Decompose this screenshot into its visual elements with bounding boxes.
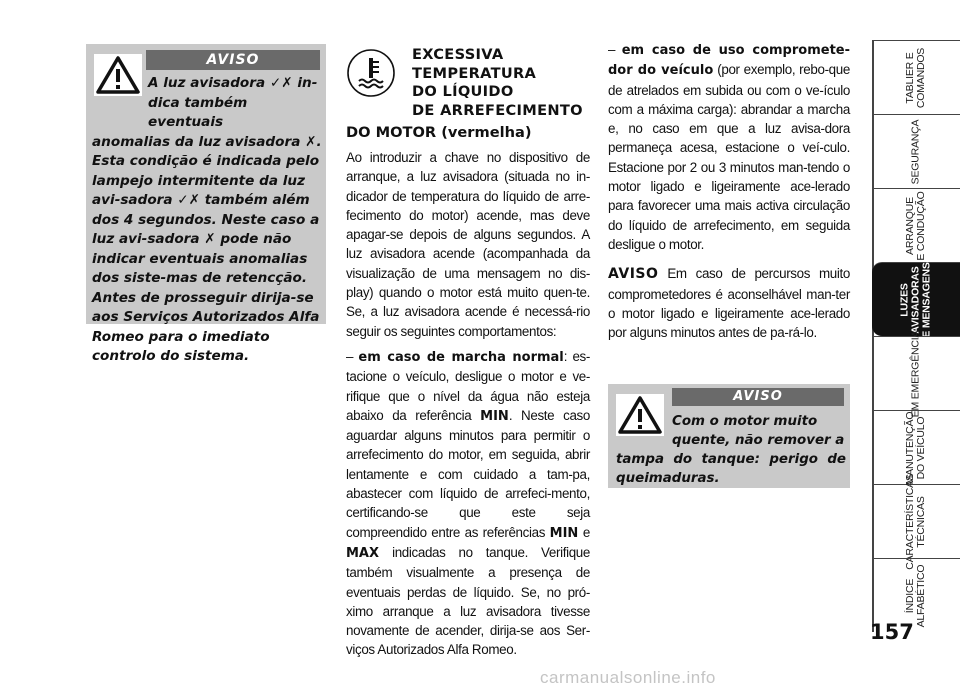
tab-arranque-conducao[interactable] (872, 188, 960, 262)
tab-label: LUZES AVISADORAS E MENSAGENS (898, 261, 933, 338)
normal-driving-paragraph (346, 347, 590, 660)
warning-box-right (608, 384, 850, 488)
warning-text (92, 74, 322, 367)
warning-box-left (86, 44, 326, 364)
warning-text (616, 412, 846, 488)
page-number: 157 (870, 620, 914, 644)
tab-manutencao[interactable] (872, 410, 960, 484)
section-intro: Ao introduzir a chave no dispositivo de arranque, a luz avisadora (situada no in-dicador de temperatura do líquido de arre-fecimento do motor) acende, mas deve apagar-se depois de alguns segundos. A luz avisadora acende (acompanhada da visualização de uma mensagem no dis-play) quando o motor está muito quen-te. Se, a luz avisadora acende é necessá-rio seguir os seguintes comportamentos: (346, 150, 590, 339)
tab-em-emergencia[interactable] (872, 330, 960, 417)
warning-body: tampa do tanque: perigo de queimaduras. (616, 452, 846, 486)
aviso-keyword: AVISO (608, 266, 659, 283)
tab-label: TABLIER E COMANDOS (904, 47, 927, 108)
text-segment: indicadas no tanque. Verifique também visualmente a presença de eventuais perdas de líquido. Se, no pró-ximo arranque a luz avisadora tivesse novamente de acender, dirija-se aos Ser-viços Autorizados Alfa Romeo. (346, 544, 590, 658)
text-segment: (por exemplo, rebo-que de atrelados em subida ou com o ve-ículo com a máxima carga): abrandar a marcha e, no caso em que a luz avisa-dora permaneça acesa, estacione o veí-culo. Estacione por 2 ou 3 minutos man-tendo o motor ligado e ligeiramente ace-lerado para favorecer uma mais activa circulação do líquido de arrefecimento, em seguida desligue o motor. (608, 62, 850, 252)
chapter-sidebar (866, 0, 960, 692)
warning-body: anomalias da luz avisadora ✗. Esta condição é indicada pelo lampejo intermitente da luz avi-sadora ✓✗ também além dos 4 segundos. Neste caso a luz avi-sadora ✗ pode não indicar eventuais anomalias dos siste-mas de retencção. Antes de prosseguir dirija-se aos Serviços Autorizados Alfa Romeo para o imediato controlo do sistema. (92, 133, 322, 364)
min-reference: MIN (480, 408, 509, 424)
title-line: EXCESSIVA (412, 46, 504, 63)
dash: – (608, 42, 622, 57)
heavy-use-keyword: em caso de uso compromete-dor do veículo (608, 43, 850, 79)
aviso-paragraph (608, 264, 850, 342)
tab-seguranca[interactable] (872, 114, 960, 188)
warning-line-1: A luz avisadora ✓✗ in- (148, 75, 318, 91)
tab-label: EM EMERGÊNCIA (909, 330, 922, 417)
text-segment: Em caso de percursos muito comprometedores é aconselhável man-ter o motor ligado e ligeiramente ace-lerado por alguns minutos antes de pa-rá-lo. (608, 266, 850, 341)
tab-label: ÍNDICE ALFABÉTICO (904, 564, 927, 627)
max-reference: MAX (346, 545, 380, 561)
tab-label: MANUTENÇÃO DO VEÍCULO (904, 411, 927, 484)
tab-tablier-comandos[interactable] (872, 40, 960, 114)
right-column (608, 40, 850, 352)
warning-line-2: quente, não remover a (672, 433, 845, 448)
normal-driving-keyword: em caso de marcha normal (358, 349, 564, 365)
text-segment: e (578, 524, 591, 540)
warning-header: AVISO (672, 388, 844, 406)
warning-line-2: dica também eventuais (148, 94, 248, 130)
watermark: carmanualsonline.info (540, 668, 716, 687)
tab-label: CARACTERÍSTICAS TÉCNICAS (904, 473, 927, 570)
min-reference: MIN (549, 525, 579, 541)
dash: – (346, 348, 359, 364)
tab-caracteristicas[interactable] (872, 473, 960, 570)
warning-line-1: Com o motor muito (672, 414, 818, 429)
title-line: DE ARREFECIMENTO (412, 101, 583, 119)
section-title (412, 46, 592, 120)
tab-label: ARRANQUE E CONDUÇÃO (904, 190, 927, 261)
coolant-temperature-icon (346, 48, 396, 98)
title-line: DO LÍQUIDO (412, 83, 514, 100)
title-line: TEMPERATURA (412, 64, 537, 82)
text-segment: . Neste caso aguardar alguns minutos para permitir o arrefecimento do motor, em seguida, abrir lentamente e com cuidado a tam-pa, abastecer com líquido de arrefeci-mento, certificando-se que este seja compreendido entre as referências (346, 407, 590, 540)
tab-luzes-avisadoras[interactable] (872, 262, 960, 336)
section-body (346, 148, 590, 666)
warning-header: AVISO (146, 50, 320, 70)
text-segment: : es-tacione o veículo, desligue o motor e ve-rifique que o nível da água não esteja abaixo da referência (346, 348, 591, 423)
tab-label: SEGURANÇA (909, 119, 922, 184)
heavy-use-paragraph (608, 40, 850, 254)
section-title-last-line: DO MOTOR (vermelha) (346, 124, 532, 141)
